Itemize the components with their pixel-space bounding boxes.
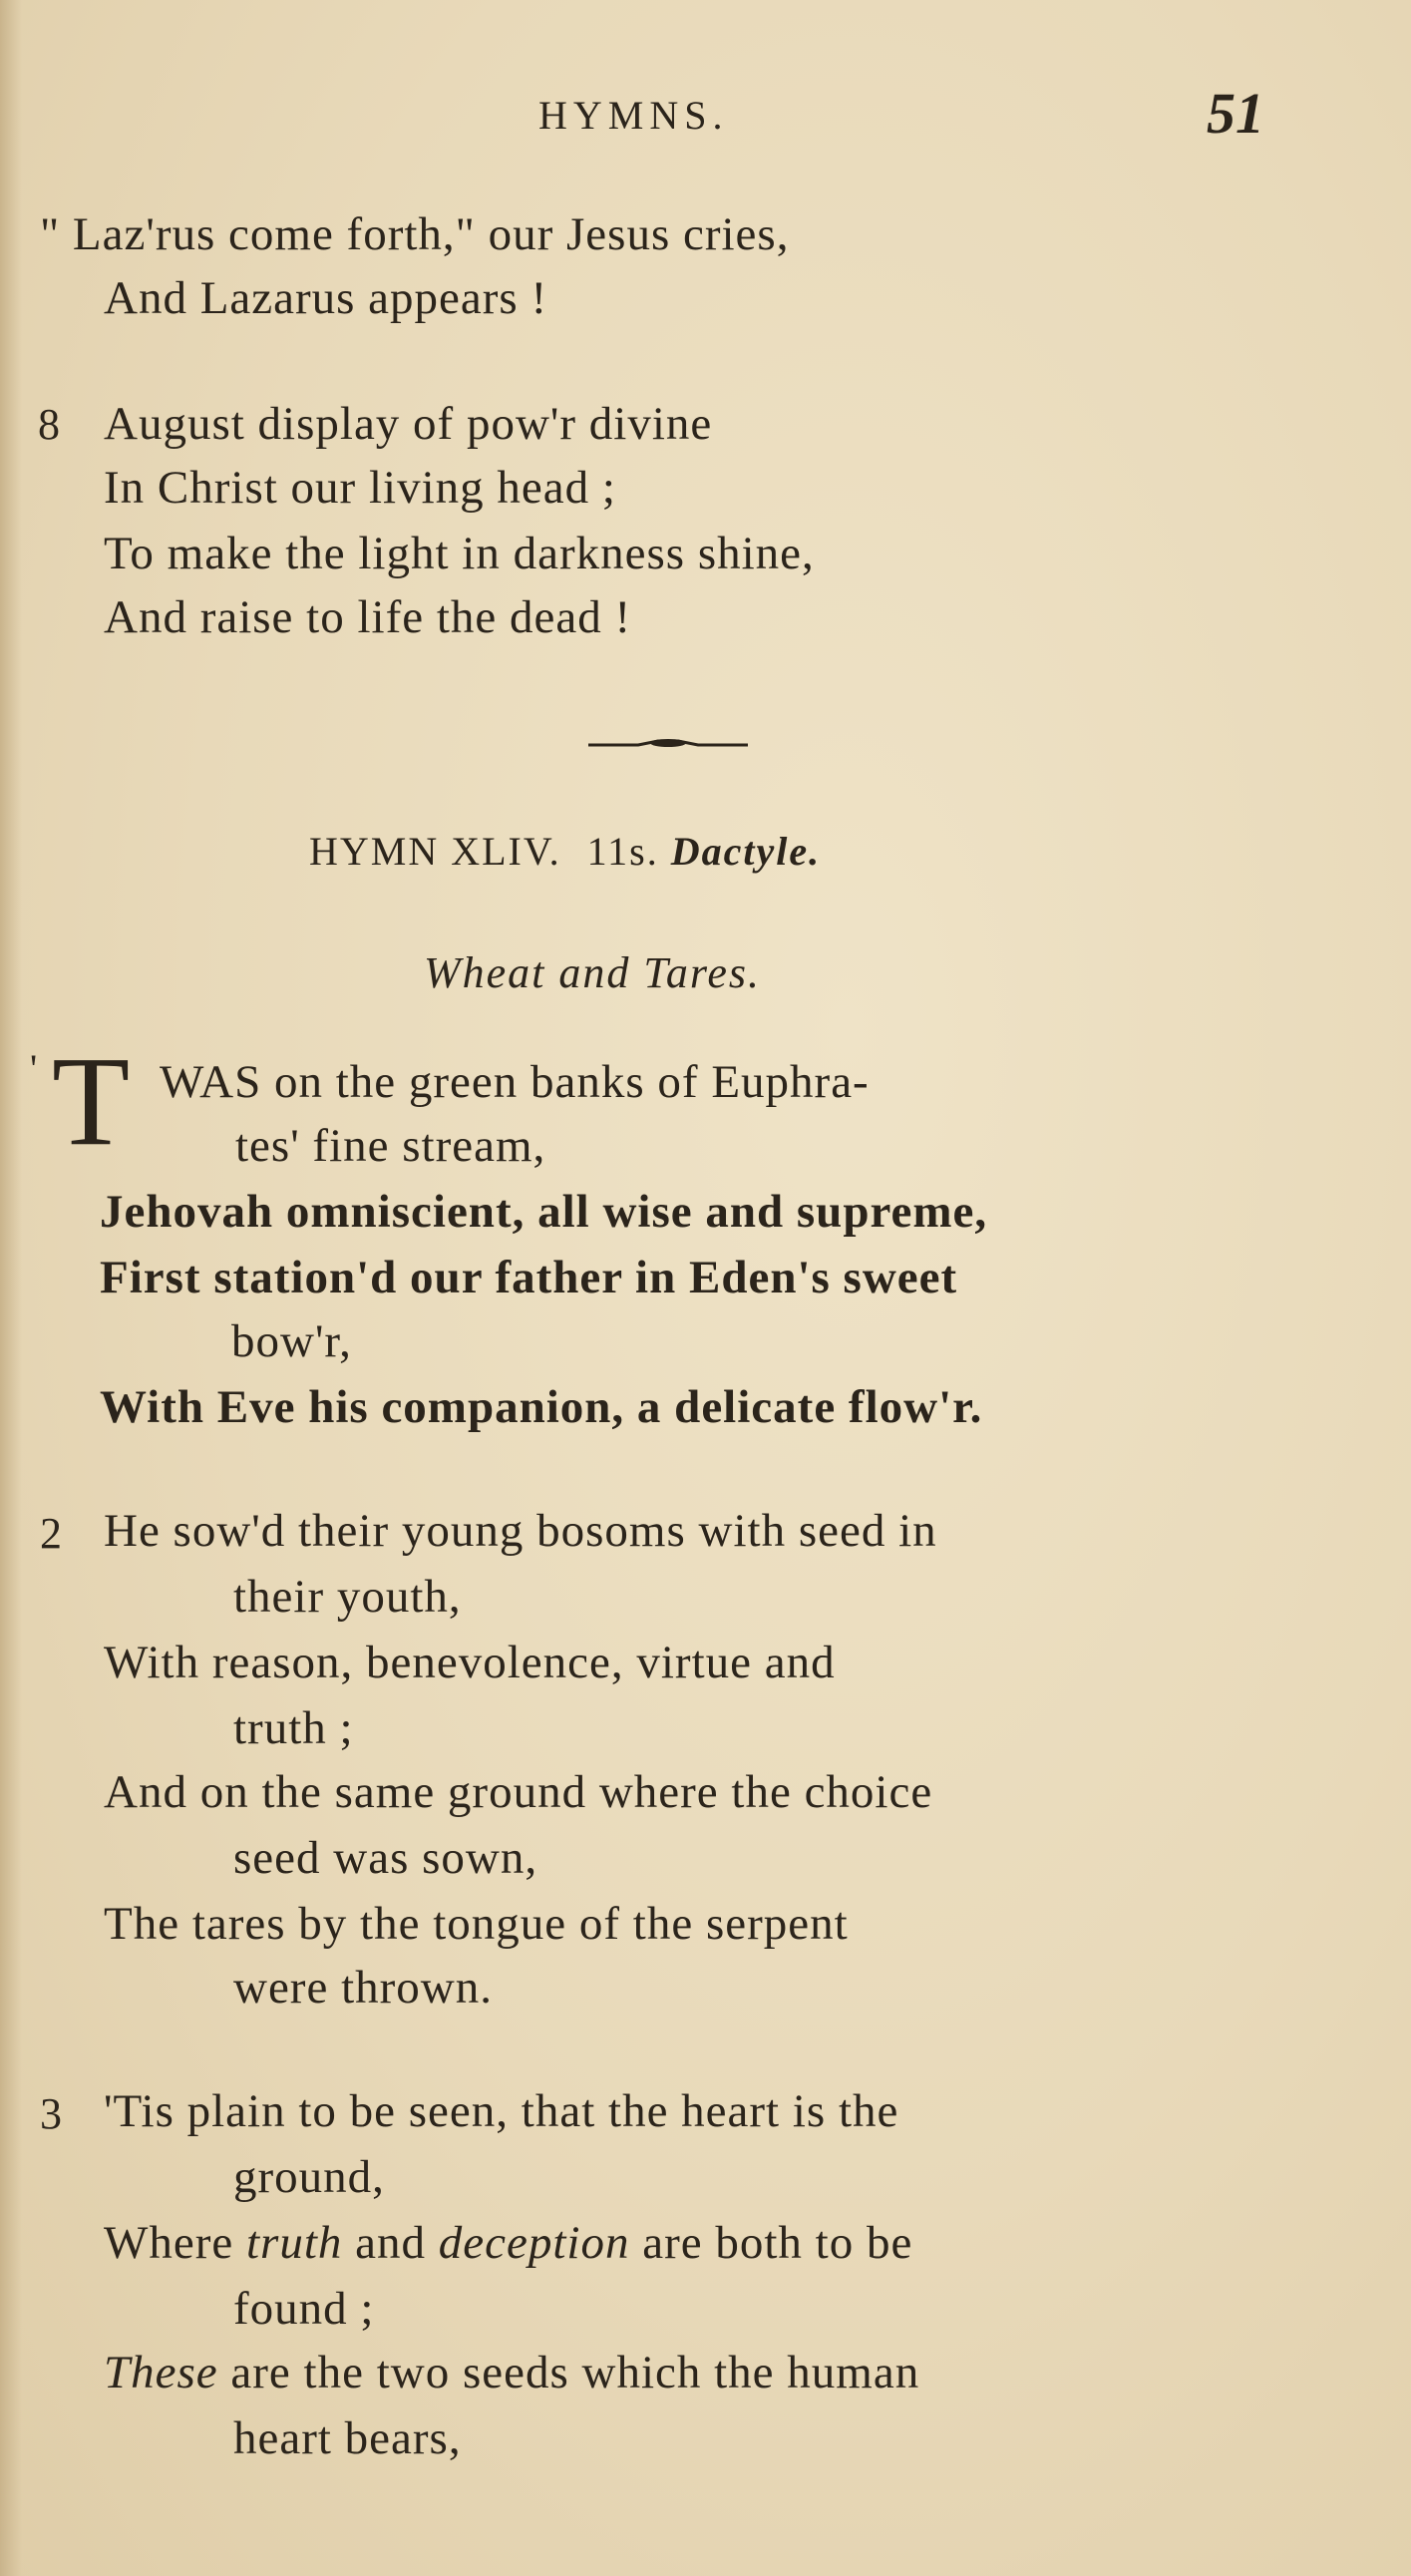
verse-line: And Lazarus appears ! (104, 272, 548, 324)
hymn-title (309, 828, 821, 875)
verse-line: seed was sown, (233, 1832, 538, 1884)
verse-text: are the two seeds which the human (217, 2347, 920, 2398)
verse-text: and (342, 2217, 439, 2269)
verse-line: First station'd our father in Eden's sweet (100, 1252, 958, 1303)
opening-quote: ' (30, 1046, 39, 1091)
stanza-number: 8 (38, 400, 60, 449)
verse-line: were thrown. (233, 1962, 493, 2014)
verse-line: truth ; (233, 1702, 354, 1754)
hymn-number: HYMN XLIV. (309, 829, 561, 874)
drop-cap: T (52, 1030, 131, 1172)
meter-style: Dactyle. (670, 829, 822, 874)
verse-line: WAS on the green banks of Euphra- (160, 1056, 870, 1108)
emphasis-truth: truth (245, 2217, 343, 2269)
verse-line: To make the light in darkness shine, (104, 528, 815, 579)
emphasis-deception: deception (438, 2217, 630, 2269)
page-number: 51 (1207, 81, 1264, 146)
hymn-subtitle: Wheat and Tares. (424, 948, 761, 997)
verse-line (104, 2346, 919, 2399)
verse-line: 'Tis plain to be seen, that the heart is the (104, 2085, 899, 2137)
verse-line (104, 2216, 912, 2270)
separator-ornament-icon (588, 738, 748, 750)
verse-text: Where (104, 2217, 246, 2269)
verse-line: With reason, benevolence, virtue and (104, 1637, 836, 1688)
page-edge-shadow (0, 0, 22, 2576)
verse-line: The tares by the tongue of the serpent (104, 1898, 849, 1950)
verse-line: He sow'd their young bosoms with seed in (104, 1505, 937, 1557)
verse-line: bow'r, (231, 1315, 352, 1367)
verse-text: are both to be (629, 2217, 913, 2269)
verse-line: In Christ our living head ; (104, 462, 616, 514)
verse-line: With Eve his companion, a delicate flow'r. (100, 1381, 983, 1433)
verse-line: And raise to life the dead ! (104, 591, 632, 643)
verse-line: And on the same ground where the choice (104, 1766, 933, 1818)
stanza-number: 3 (40, 2089, 62, 2138)
verse-line: tes' fine stream, (235, 1120, 546, 1172)
verse-line: " Laz'rus come forth," our Jesus cries, (40, 208, 790, 260)
emphasis-these: These (104, 2347, 218, 2398)
stanza-number: 2 (40, 1509, 62, 1558)
verse-line: heart bears, (233, 2412, 462, 2464)
verse-line: Jehovah omniscient, all wise and supreme, (100, 1186, 988, 1238)
verse-line: August display of pow'r divine (104, 398, 713, 450)
running-head: HYMNS. (538, 93, 729, 138)
verse-line: ground, (233, 2151, 385, 2203)
meter-count: 11s. (586, 829, 659, 874)
hymn-meter (587, 829, 821, 874)
verse-line: found ; (233, 2283, 375, 2335)
verse-line: their youth, (233, 1571, 462, 1623)
